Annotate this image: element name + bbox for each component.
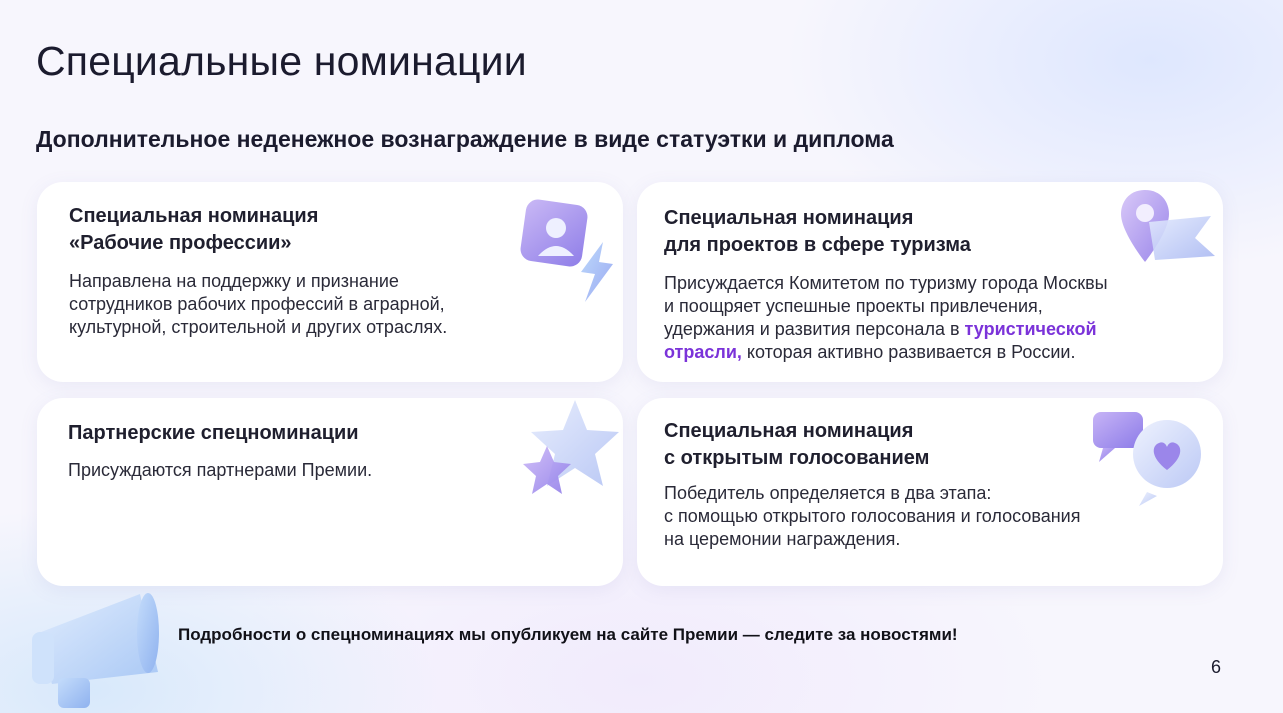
card-tourism-description: [664, 272, 1108, 364]
page-title: Специальные номинации: [36, 38, 527, 84]
card-voting: [637, 398, 1223, 586]
card-workers-description: Направлена на поддержку и признание сотрудников рабочих профессий в аграрной, культурной, строительной и других отраслях.: [69, 271, 448, 337]
page-number: 6: [1211, 657, 1222, 677]
card-voting-title: Специальная номинация с открытым голосованием: [664, 420, 930, 469]
person-lightning-icon: [515, 194, 625, 314]
chat-heart-icon: [1089, 406, 1209, 516]
card-workers: [37, 182, 623, 382]
megaphone-icon: [30, 588, 165, 713]
card-tourism-title: Специальная номинация для проектов в сфере туризма: [664, 207, 971, 256]
card-tourism-description-start: Присуждается Комитетом по туризму города Москвы и поощряет успешные проекты привлечения, удержания и развития персонала в: [664, 273, 1108, 339]
card-partners-description: Присуждаются партнерами Премии.: [68, 460, 373, 480]
stars-icon: [507, 396, 627, 511]
card-voting-description: Победитель определяется в два этапа: с помощью открытого голосования и голосования на церемонии награждения.: [664, 483, 1081, 549]
card-partners: [37, 398, 623, 586]
card-tourism: [637, 182, 1223, 382]
location-pin-flag-icon: [1115, 184, 1225, 294]
card-tourism-description-end: которая активно развивается в России.: [741, 342, 1076, 362]
page-subtitle: Дополнительное неденежное вознаграждение в виде статуэтки и диплома: [36, 126, 894, 152]
card-workers-title: Специальная номинация «Рабочие профессии»: [69, 205, 319, 254]
footer-note: Подробности о спецноминациях мы опубликуем на сайте Премии — следите за новостями!: [178, 625, 958, 644]
card-partners-title: Партнерские спецноминации: [68, 422, 359, 444]
card-tourism-highlight: туристической отрасли,: [664, 319, 1097, 362]
